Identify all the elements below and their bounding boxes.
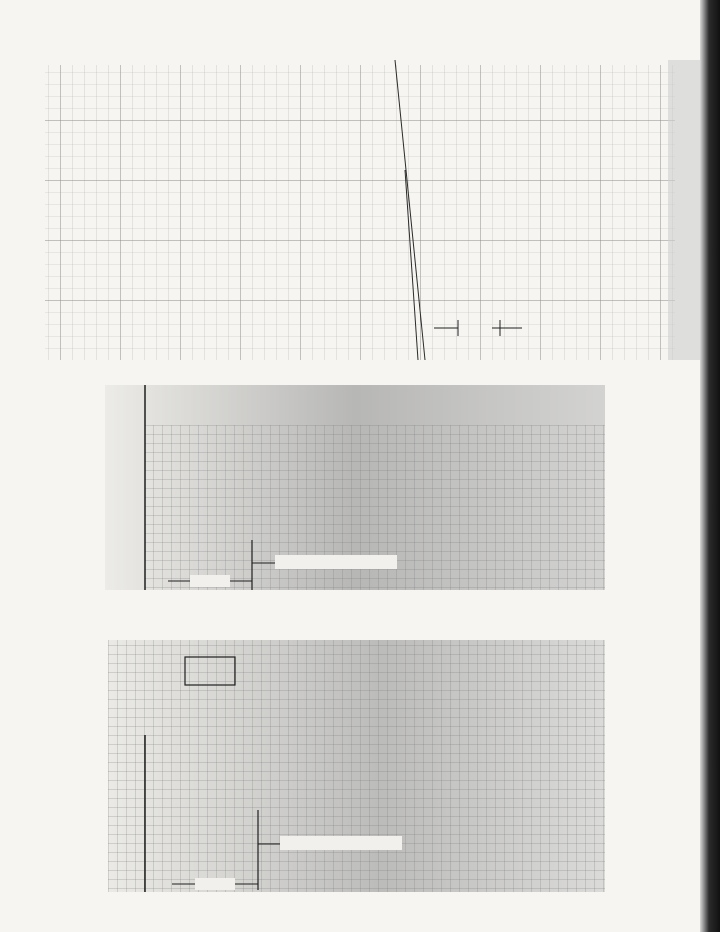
test-6b-chart: [0, 600, 700, 895]
twa-841-chart: [0, 60, 700, 365]
test-6a-chart: [0, 380, 700, 595]
slats-label-bg: [280, 836, 402, 850]
book-binding-shadow: [700, 0, 720, 932]
ten-sec-bg: [190, 575, 230, 587]
grid: [108, 640, 605, 892]
slats-label-bg: [275, 555, 397, 569]
grid-major: [45, 65, 675, 360]
ten-sec-bg: [195, 878, 235, 890]
right-scale-strip: [668, 60, 700, 360]
